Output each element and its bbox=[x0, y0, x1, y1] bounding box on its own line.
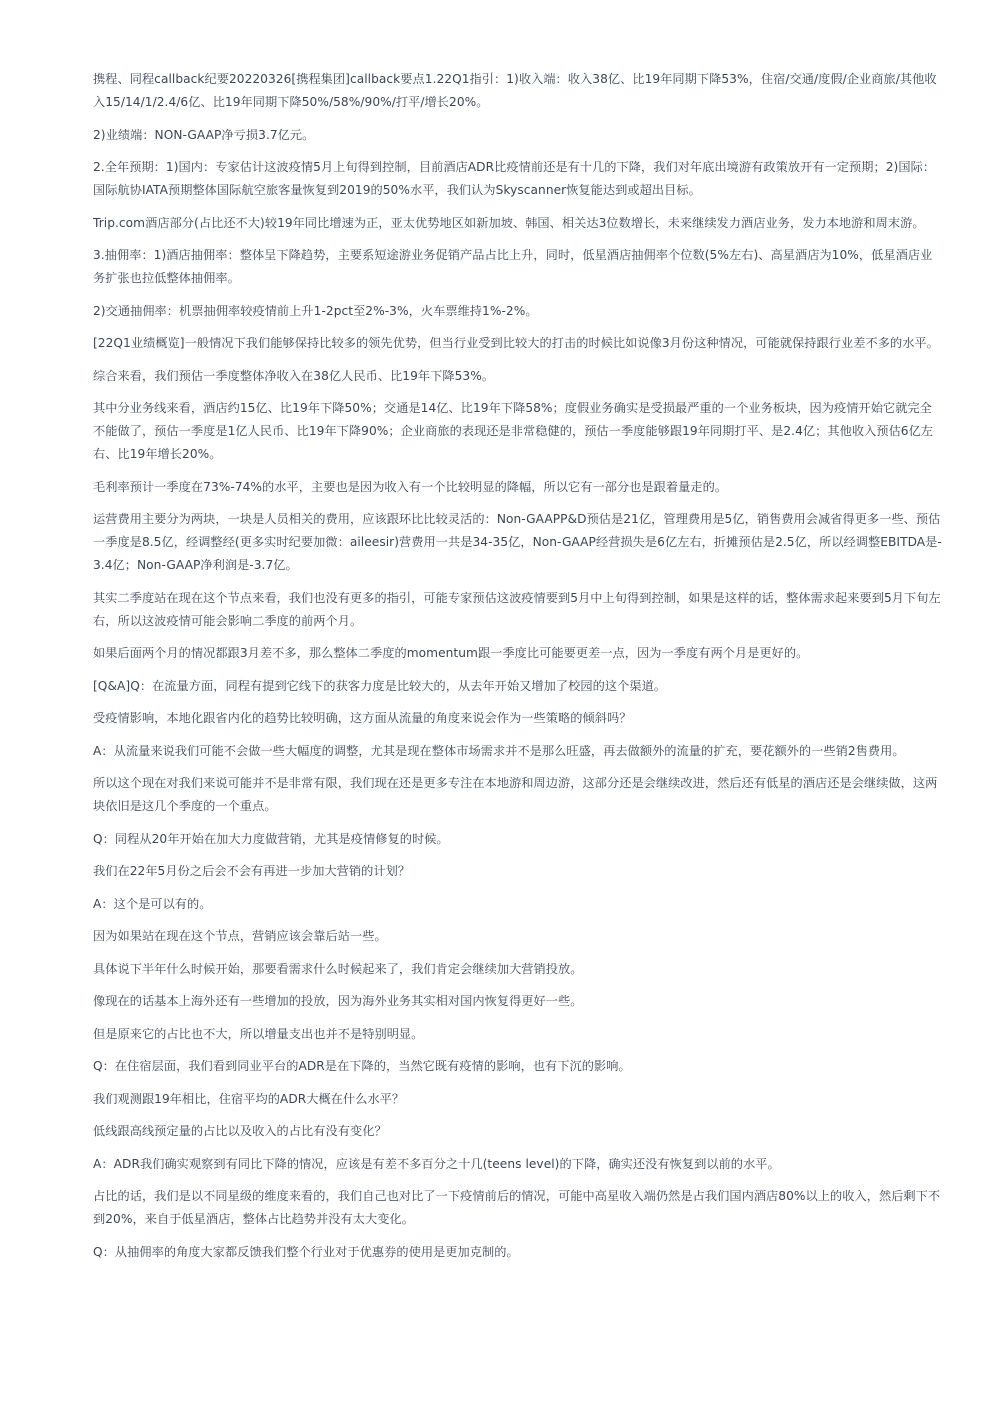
paragraph: A：这个是可以有的。 bbox=[93, 896, 212, 911]
paragraph: 受疫情影响，本地化跟省内化的趋势比较明确，这方面从流量的角度来说会作为一些策略的倾斜吗？ bbox=[93, 711, 632, 725]
paragraph: 2)交通抽佣率：机票抽佣率较疫情前上升1-2pct至2%-3%，火车票维持1%-2%。 bbox=[93, 303, 538, 318]
paragraph: [22Q1业绩概览]一般情况下我们能够保持比较多的领先优势，但当行业受到比较大的打击的时候比如说像3月份这种情况，可能就保持跟行业差不多的水平。 bbox=[93, 336, 939, 350]
paragraph: 3.抽佣率：1)酒店抽佣率：整体呈下降趋势，主要系短途游业务促销产品占比上升，同时，低星酒店抽佣率个位数(5%左右)、高星酒店为10%，低星酒店业务扩张也拉低整体抽佣率。 bbox=[93, 248, 933, 285]
paragraph: 2.全年预期：1)国内：专家估计这波疫情5月上旬得到控制，目前酒店ADR比疫情前还是有十几的下降，我们对年底出境游有政策放开有一定预期；2)国际：国际航协IATA预期整体国际航空旅客量恢复到2019的50%水平，我们认为Skyscanner恢复能达到或超出目标。 bbox=[93, 160, 936, 197]
paragraph: 携程、同程callback纪要20220326[携程集团]callback要点1.22Q1指引：1)收入端：收入38亿、比19年同期下降53%，住宿/交通/度假/企业商旅/其他收入15/14/1/2.4/6亿、比19年同期下降50%/58%/90%/打平/增长20%。 bbox=[93, 72, 937, 109]
paragraph: 如果后面两个月的情况都跟3月差不多，那么整体二季度的momentum跟一季度比可能要更差一点，因为一季度有两个月是更好的。 bbox=[93, 646, 809, 660]
paragraph: 其中分业务线来看，酒店约15亿、比19年下降50%；交通是14亿、比19年下降58%；度假业务确实是受损最严重的一个业务板块，因为疫情开始它就完全不能做了，预估一季度是1亿人民币、比19年下降90%；企业商旅的表现还是非常稳健的，预估一季度能够跟19年同期打平、是2.4亿；其他收入预估6亿左右、比19年增长20%。 bbox=[93, 401, 934, 461]
document-body bbox=[93, 68, 943, 1273]
paragraph: [Q&A]Q：在流量方面，同程有提到它线下的获客力度是比较大的，从去年开始又增加了校园的这个渠道。 bbox=[93, 678, 667, 693]
paragraph: 具体说下半年什么时候开始，那要看需求什么时候起来了，我们肯定会继续加大营销投放。 bbox=[93, 961, 583, 976]
paragraph: A：从流量来说我们可能不会做一些大幅度的调整，尤其是现在整体市场需求并不是那么旺盛，再去做额外的流量的扩充，要花额外的一些销2售费用。 bbox=[93, 743, 905, 758]
paragraph: 运营费用主要分为两块，一块是人员相关的费用，应该跟环比比较灵活的：Non-GAAPP&D预估是21亿，管理费用是5亿，销售费用会减省得更多一些、预估一季度是8.5亿，经调整经(更多实时纪要加微：aileesir)营费用一共是34-35亿，Non-GAAP经营损失是6亿左右，折摊预估是2.5亿，所以经调整EBITDA是-3.4亿；Non-GAAP净利润是-3.7亿。 bbox=[93, 512, 942, 572]
paragraph: Q：在住宿层面，我们看到同业平台的ADR是在下降的，当然它既有疫情的影响，也有下沉的影响。 bbox=[93, 1059, 631, 1073]
paragraph: 我们观测跟19年相比，住宿平均的ADR大概在什么水平？ bbox=[93, 1091, 405, 1106]
paragraph: 所以这个现在对我们来说可能并不是非常有限，我们现在还是更多专注在本地游和周边游，这部分还是会继续改进，然后还有低星的酒店还是会继续做，这两块依旧是这几个季度的一个重点。 bbox=[93, 776, 938, 813]
paragraph: 但是原来它的占比也不大，所以增量支出也并不是特别明显。 bbox=[93, 1026, 424, 1041]
paragraph: 因为如果站在现在这个节点，营销应该会靠后站一些。 bbox=[93, 929, 387, 943]
paragraph: 像现在的话基本上海外还有一些增加的投放，因为海外业务其实相对国内恢复得更好一些。 bbox=[93, 994, 583, 1008]
paragraph: 占比的话，我们是以不同星级的维度来看的，我们自己也对比了一下疫情前后的情况，可能中高星收入端仍然是占我们国内酒店80%以上的收入，然后剩下不到20%，来自于低星酒店，整体占比趋势并没有太大变化。 bbox=[93, 1189, 941, 1226]
paragraph: 其实二季度站在现在这个节点来看，我们也没有更多的指引，可能专家预估这波疫情要到5月中上旬得到控制，如果是这样的话，整体需求起来要到5月下旬左右，所以这波疫情可能会影响二季度的前两个月。 bbox=[93, 590, 941, 628]
paragraph: Q：从抽佣率的角度大家都反馈我们整个行业对于优惠券的使用是更加克制的。 bbox=[93, 1244, 519, 1259]
paragraph: 毛利率预计一季度在73%-74%的水平，主要也是因为收入有一个比较明显的降幅，所以它有一部分也是跟着量走的。 bbox=[93, 479, 728, 494]
paragraph: Q：同程从20年开始在加大力度做营销，尤其是疫情修复的时候。 bbox=[93, 831, 449, 846]
paragraph: 综合来看，我们预估一季度整体净收入在38亿人民币、比19年下降53%。 bbox=[93, 368, 495, 383]
paragraph: A：ADR我们确实观察到有同比下降的情况，应该是有差不多百分之十几(teens level)的下降，确实还没有恢复到以前的水平。 bbox=[93, 1156, 780, 1171]
paragraph: 我们在22年5月份之后会不会有再进一步加大营销的计划？ bbox=[93, 864, 411, 878]
paragraph: 低线跟高线预定量的占比以及收入的占比有没有变化？ bbox=[93, 1124, 387, 1138]
paragraph: Trip.com酒店部分(占比还不大)较19年同比增速为正，亚太优势地区如新加坡、韩国、相关达3位数增长，未来继续发力酒店业务，发力本地游和周末游。 bbox=[93, 215, 925, 230]
paragraph: 2)业绩端：NON-GAAP净亏损3.7亿元。 bbox=[93, 127, 315, 142]
